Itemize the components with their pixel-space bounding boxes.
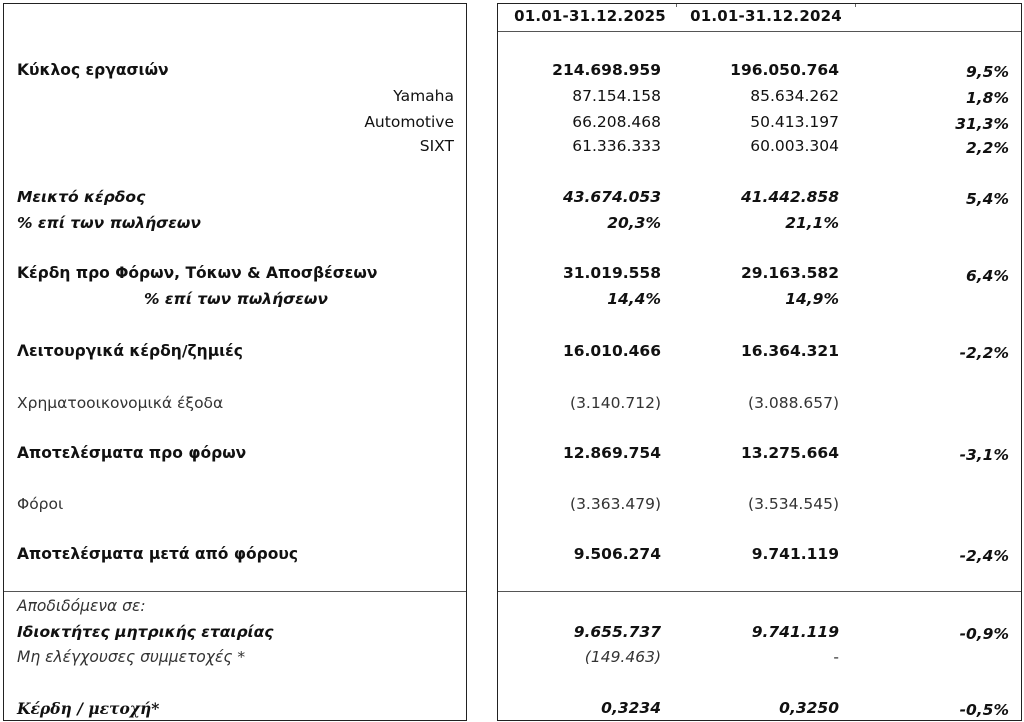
row-label-taxes: Φόροι: [17, 495, 64, 513]
value-eps-2025: 0,3234: [601, 699, 661, 717]
change-gross-profit: 5,4%: [966, 190, 1009, 208]
value-yamaha-2024: 85.634.262: [750, 87, 839, 105]
row-label-automotive: Automotive: [364, 113, 454, 131]
value-gross-profit-2024: 41.442.858: [740, 188, 839, 206]
value-profit-after-tax-2024: 9.741.119: [751, 545, 839, 563]
change-eps: -0,5%: [959, 701, 1009, 719]
value-sixt-2025: 61.336.333: [572, 137, 661, 155]
row-label-attributable-to: Αποδιδόμενα σε:: [17, 597, 146, 615]
value-operating-profit-2025: 16.010.466: [562, 342, 661, 360]
row-label-finance-costs: Χρηματοοικονομικά έξοδα: [17, 394, 224, 412]
section-divider: [4, 591, 466, 592]
value-taxes-2024: (3.534.545): [748, 495, 839, 513]
change-yamaha: 1,8%: [966, 89, 1009, 107]
change-sixt: 2,2%: [966, 139, 1009, 157]
column-tick: [855, 4, 856, 7]
header-divider: [498, 31, 1021, 32]
change-profit-before-tax: -3,1%: [959, 446, 1009, 464]
value-ebitda-2024: 29.163.582: [740, 264, 839, 282]
value-parent-owners-2025: 9.655.737: [573, 623, 661, 641]
row-label-operating-profit: Λειτουργικά κέρδη/ζημιές: [17, 342, 243, 360]
value-ebitda-margin-2025: 14,4%: [607, 290, 661, 308]
value-non-controlling-2024: -: [833, 648, 839, 666]
value-parent-owners-2024: 9.741.119: [751, 623, 839, 641]
change-automotive: 31,3%: [955, 115, 1009, 133]
change-revenue: 9,5%: [966, 63, 1009, 81]
labels-panel: [3, 3, 467, 721]
value-profit-before-tax-2024: 13.275.664: [740, 444, 839, 462]
value-eps-2024: 0,3250: [779, 699, 839, 717]
row-label-yamaha: Yamaha: [393, 87, 454, 105]
value-automotive-2025: 66.208.468: [572, 113, 661, 131]
value-gross-profit-2025: 43.674.053: [562, 188, 661, 206]
value-non-controlling-2025: (149.463): [584, 648, 661, 666]
change-profit-after-tax: -2,4%: [959, 547, 1009, 565]
value-taxes-2025: (3.363.479): [570, 495, 661, 513]
value-sixt-2024: 60.003.304: [750, 137, 839, 155]
value-revenue-2024: 196.050.764: [730, 61, 839, 79]
value-revenue-2025: 214.698.959: [552, 61, 661, 79]
value-gross-margin-2024: 21,1%: [785, 214, 839, 232]
row-label-gross-margin: % επί των πωλήσεων: [17, 214, 201, 232]
value-profit-before-tax-2025: 12.869.754: [562, 444, 661, 462]
value-operating-profit-2024: 16.364.321: [740, 342, 839, 360]
row-label-ebitda: Κέρδη προ Φόρων, Τόκων & Αποσβέσεων: [17, 264, 378, 282]
value-ebitda-2025: 31.019.558: [562, 264, 661, 282]
row-label-gross-profit: Μεικτό κέρδος: [17, 188, 146, 206]
column-tick: [676, 4, 677, 7]
column-header-2024: 01.01-31.12.2024: [690, 7, 842, 25]
value-gross-margin-2025: 20,3%: [607, 214, 661, 232]
value-ebitda-margin-2024: 14,9%: [785, 290, 839, 308]
change-operating-profit: -2,2%: [959, 344, 1009, 362]
column-header-2025: 01.01-31.12.2025: [514, 7, 666, 25]
value-profit-after-tax-2025: 9.506.274: [573, 545, 661, 563]
row-label-eps: Κέρδη / μετοχή*: [17, 699, 160, 718]
row-label-revenue: Κύκλος εργασιών: [17, 61, 169, 79]
value-yamaha-2025: 87.154.158: [572, 87, 661, 105]
value-finance-costs-2025: (3.140.712): [570, 394, 661, 412]
values-panel: [497, 3, 1022, 721]
row-label-profit-before-tax: Αποτελέσματα προ φόρων: [17, 444, 247, 462]
row-label-sixt: SIXT: [419, 137, 454, 155]
section-divider: [498, 591, 1021, 592]
change-ebitda: 6,4%: [966, 267, 1009, 285]
value-finance-costs-2024: (3.088.657): [748, 394, 839, 412]
row-label-non-controlling: Μη ελέγχουσες συμμετοχές *: [17, 648, 246, 666]
row-label-ebitda-margin: % επί των πωλήσεων: [144, 290, 328, 308]
row-label-parent-owners: Ιδιοκτήτες μητρικής εταιρίας: [17, 623, 274, 641]
row-label-profit-after-tax: Αποτελέσματα μετά από φόρους: [17, 545, 299, 563]
value-automotive-2024: 50.413.197: [750, 113, 839, 131]
change-parent-owners: -0,9%: [959, 625, 1009, 643]
